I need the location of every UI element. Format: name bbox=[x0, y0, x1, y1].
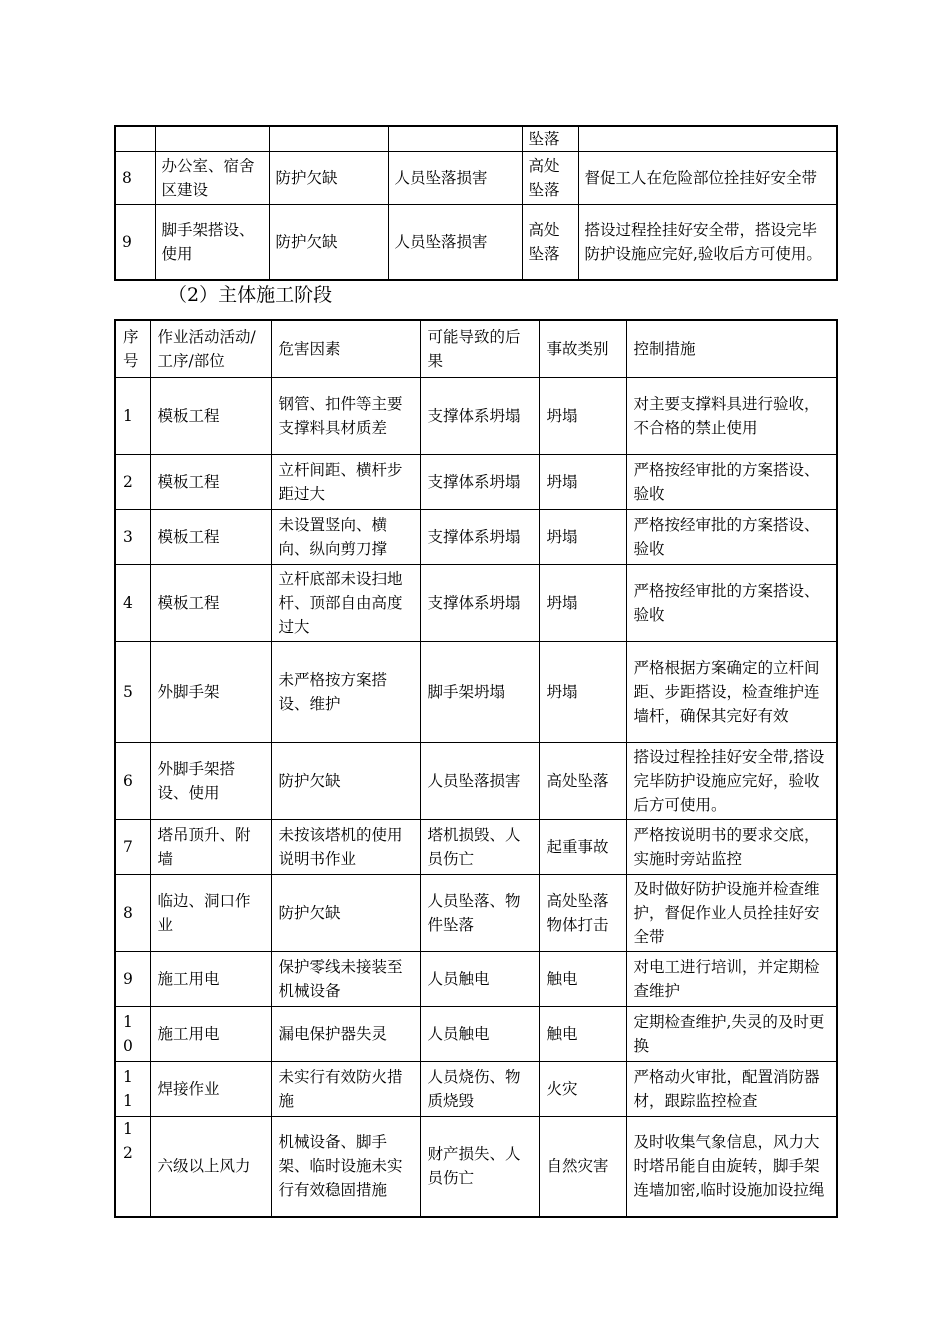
cell-control: 及时收集气象信息，风力大时塔吊能自由旋转，脚手架连墙加密,临时设施加设拉绳 bbox=[626, 1116, 837, 1217]
cell-control: 及时做好防护设施并检查维护，督促作业人员拴挂好安全带 bbox=[626, 874, 837, 951]
cell-result: 塔机损毁、人员伤亡 bbox=[420, 819, 539, 874]
cell-activity: 塔吊顶升、附墙 bbox=[150, 819, 271, 874]
header-activity: 作业活动活动/工序/部位 bbox=[150, 320, 271, 377]
cell-accident: 触电 bbox=[539, 951, 626, 1006]
table-row bbox=[115, 564, 837, 641]
cell-activity: 焊接作业 bbox=[150, 1061, 271, 1116]
cell-control: 对主要支撑料具进行验收，不合格的禁止使用 bbox=[626, 377, 837, 454]
cell-activity bbox=[155, 126, 269, 152]
cell-hazard: 未严格按方案搭设、维护 bbox=[271, 641, 420, 742]
cell-no bbox=[115, 126, 155, 152]
cell-result: 人员烧伤、物质烧毁 bbox=[420, 1061, 539, 1116]
cell-hazard: 防护欠缺 bbox=[271, 874, 420, 951]
header-no: 序号 bbox=[115, 320, 150, 377]
cell-accident: 坍塌 bbox=[539, 564, 626, 641]
cell-result: 脚手架坍塌 bbox=[420, 641, 539, 742]
cell-control: 严格动火审批，配置消防器材，跟踪监控检查 bbox=[626, 1061, 837, 1116]
top-table bbox=[114, 125, 838, 281]
cell-accident: 坍塌 bbox=[539, 377, 626, 454]
header-result: 可能导致的后果 bbox=[420, 320, 539, 377]
cell-no: 12 bbox=[115, 1116, 150, 1217]
cell-no: 8 bbox=[115, 874, 150, 951]
cell-hazard: 防护欠缺 bbox=[269, 205, 388, 280]
cell-hazard: 防护欠缺 bbox=[269, 152, 388, 205]
cell-no: 1 bbox=[115, 377, 150, 454]
cell-no: 2 bbox=[115, 454, 150, 509]
cell-accident: 高处坠落 bbox=[522, 205, 578, 280]
cell-no: 9 bbox=[115, 205, 155, 280]
cell-result: 人员触电 bbox=[420, 951, 539, 1006]
cell-result: 支撑体系坍塌 bbox=[420, 454, 539, 509]
cell-no: 3 bbox=[115, 509, 150, 564]
cell-result: 支撑体系坍塌 bbox=[420, 564, 539, 641]
cell-activity: 六级以上风力 bbox=[150, 1116, 271, 1217]
cell-accident: 坍塌 bbox=[539, 454, 626, 509]
cell-control: 定期检查维护,失灵的及时更换 bbox=[626, 1006, 837, 1061]
cell-accident: 坠落 bbox=[522, 126, 578, 152]
header-control: 控制措施 bbox=[626, 320, 837, 377]
cell-accident: 坍塌 bbox=[539, 641, 626, 742]
cell-result: 财产损失、人员伤亡 bbox=[420, 1116, 539, 1217]
cell-control: 搭设过程拴挂好安全带，搭设完毕防护设施应完好,验收后方可使用。 bbox=[578, 205, 837, 280]
cell-activity: 模板工程 bbox=[150, 509, 271, 564]
table-row bbox=[115, 509, 837, 564]
cell-accident: 高处坠落 bbox=[539, 742, 626, 819]
table-row bbox=[115, 126, 837, 152]
cell-activity: 临边、洞口作业 bbox=[150, 874, 271, 951]
table-row bbox=[115, 377, 837, 454]
cell-no: 10 bbox=[115, 1006, 150, 1061]
cell-accident: 起重事故 bbox=[539, 819, 626, 874]
cell-activity: 脚手架搭设、使用 bbox=[155, 205, 269, 280]
cell-no: 11 bbox=[115, 1061, 150, 1116]
cell-hazard: 未实行有效防火措施 bbox=[271, 1061, 420, 1116]
cell-result bbox=[388, 126, 522, 152]
table-row bbox=[115, 454, 837, 509]
table-row bbox=[115, 742, 837, 819]
cell-hazard: 未按该塔机的使用说明书作业 bbox=[271, 819, 420, 874]
cell-hazard: 保护零线未接装至机械设备 bbox=[271, 951, 420, 1006]
section-title: （2）主体施工阶段 bbox=[168, 284, 333, 306]
table-row bbox=[115, 205, 837, 280]
hazard-table bbox=[114, 319, 838, 1218]
cell-result: 人员触电 bbox=[420, 1006, 539, 1061]
cell-accident: 触电 bbox=[539, 1006, 626, 1061]
cell-activity: 施工用电 bbox=[150, 1006, 271, 1061]
cell-hazard bbox=[269, 126, 388, 152]
cell-control: 严格按经审批的方案搭设、验收 bbox=[626, 454, 837, 509]
cell-no: 5 bbox=[115, 641, 150, 742]
cell-activity: 办公室、宿舍区建设 bbox=[155, 152, 269, 205]
cell-accident: 高处坠落物体打击 bbox=[539, 874, 626, 951]
cell-result: 支撑体系坍塌 bbox=[420, 509, 539, 564]
cell-no: 6 bbox=[115, 742, 150, 819]
cell-no: 9 bbox=[115, 951, 150, 1006]
cell-control: 搭设过程拴挂好安全带,搭设完毕防护设施应完好，验收后方可使用。 bbox=[626, 742, 837, 819]
table-row bbox=[115, 1061, 837, 1116]
cell-no: 4 bbox=[115, 564, 150, 641]
cell-hazard: 防护欠缺 bbox=[271, 742, 420, 819]
cell-hazard: 未设置竖向、横向、纵向剪刀撑 bbox=[271, 509, 420, 564]
cell-hazard: 立杆间距、横杆步距过大 bbox=[271, 454, 420, 509]
cell-hazard: 钢管、扣件等主要支撑料具材质差 bbox=[271, 377, 420, 454]
header-accident: 事故类别 bbox=[539, 320, 626, 377]
cell-activity: 外脚手架 bbox=[150, 641, 271, 742]
cell-result: 人员坠落损害 bbox=[388, 152, 522, 205]
cell-accident: 自然灾害 bbox=[539, 1116, 626, 1217]
table-header-row bbox=[115, 320, 837, 377]
table-row bbox=[115, 1006, 837, 1061]
cell-accident: 坍塌 bbox=[539, 509, 626, 564]
cell-no: 8 bbox=[115, 152, 155, 205]
table-row bbox=[115, 641, 837, 742]
table-row bbox=[115, 951, 837, 1006]
cell-hazard: 机械设备、脚手架、临时设施未实行有效稳固措施 bbox=[271, 1116, 420, 1217]
cell-control: 严格按经审批的方案搭设、验收 bbox=[626, 509, 837, 564]
cell-no: 7 bbox=[115, 819, 150, 874]
cell-accident: 火灾 bbox=[539, 1061, 626, 1116]
header-hazard: 危害因素 bbox=[271, 320, 420, 377]
cell-control: 严格根据方案确定的立杆间距、步距搭设，检查维护连墙杆，确保其完好有效 bbox=[626, 641, 837, 742]
table-row bbox=[115, 874, 837, 951]
cell-result: 人员坠落损害 bbox=[388, 205, 522, 280]
cell-hazard: 漏电保护器失灵 bbox=[271, 1006, 420, 1061]
cell-result: 人员坠落损害 bbox=[420, 742, 539, 819]
cell-control: 督促工人在危险部位拴挂好安全带 bbox=[578, 152, 837, 205]
table-row bbox=[115, 819, 837, 874]
cell-activity: 施工用电 bbox=[150, 951, 271, 1006]
cell-activity: 外脚手架搭设、使用 bbox=[150, 742, 271, 819]
cell-hazard: 立杆底部未设扫地杆、顶部自由高度过大 bbox=[271, 564, 420, 641]
cell-result: 支撑体系坍塌 bbox=[420, 377, 539, 454]
cell-activity: 模板工程 bbox=[150, 377, 271, 454]
cell-accident: 高处坠落 bbox=[522, 152, 578, 205]
cell-activity: 模板工程 bbox=[150, 564, 271, 641]
cell-control: 对电工进行培训，并定期检查维护 bbox=[626, 951, 837, 1006]
cell-control: 严格按说明书的要求交底，实施时旁站监控 bbox=[626, 819, 837, 874]
cell-result: 人员坠落、物件坠落 bbox=[420, 874, 539, 951]
cell-control: 严格按经审批的方案搭设、验收 bbox=[626, 564, 837, 641]
cell-activity: 模板工程 bbox=[150, 454, 271, 509]
table-row bbox=[115, 1116, 837, 1217]
table-row bbox=[115, 152, 837, 205]
cell-control bbox=[578, 126, 837, 152]
